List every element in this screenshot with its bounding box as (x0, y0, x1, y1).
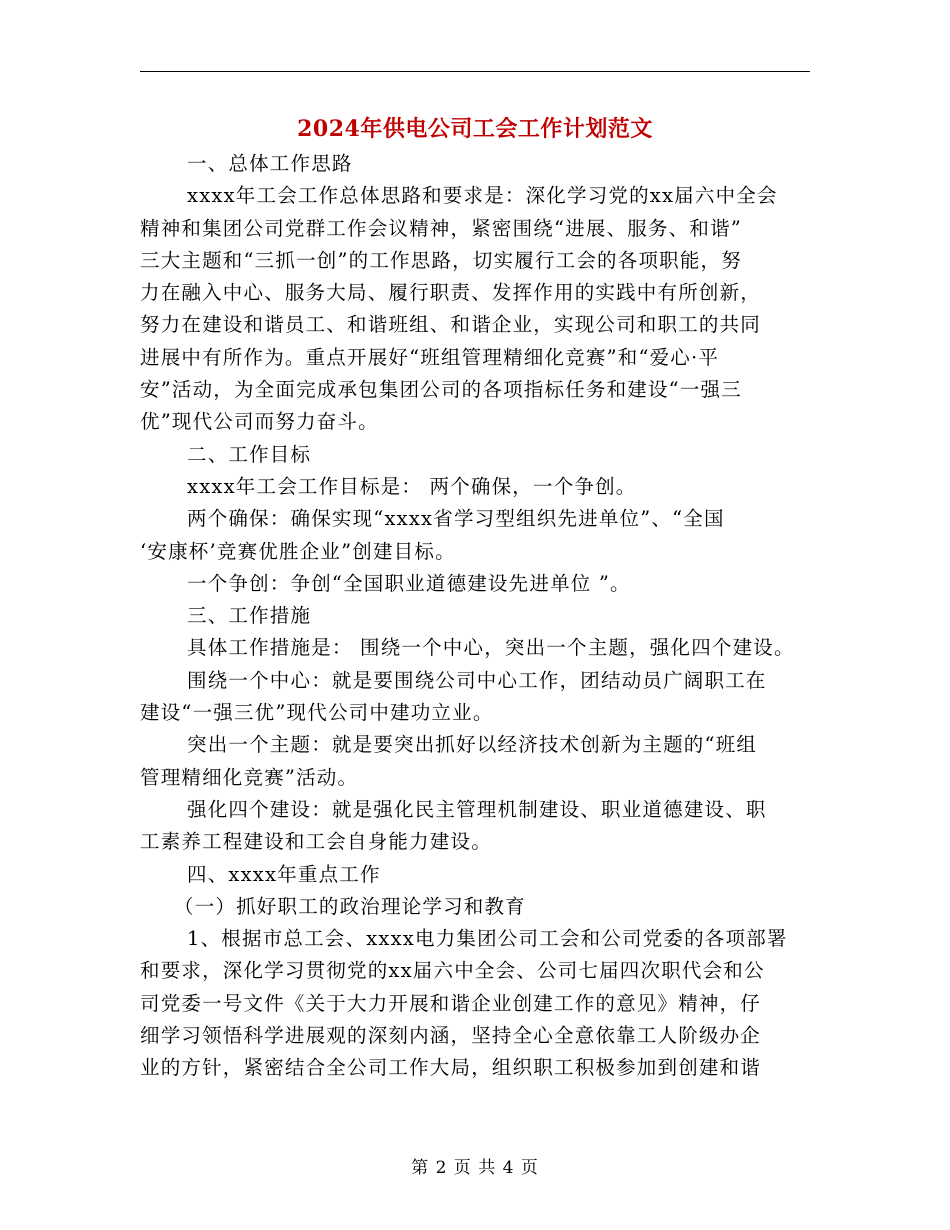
paragraph-line: 管理精细化竞赛”活动。 (140, 765, 359, 789)
paragraph-line: 努力在建设和谐员工、和谐班组、和谐企业，实现公司和职工的共同 (140, 313, 762, 337)
paragraph-line: 精神和集团公司党群工作会议精神，紧密围绕“进展、服务、和谐” (140, 216, 742, 240)
paragraph-line: xxxx年工会工作目标是： 两个确保，一个争创。 (187, 474, 637, 498)
paragraph-line: 突出一个主题：就是要突出抓好以经济技术创新为主题的“班组 (187, 733, 758, 757)
paragraph-line: 一个争创：争创“全国职业道德建设先进单位 ”。 (187, 571, 631, 595)
document-title: 2024年供电公司工会工作计划范文 (297, 116, 653, 142)
paragraph-line: 具体工作措施是： 围绕一个中心，突出一个主题，强化四个建设。 (187, 636, 795, 660)
paragraph-line: 建设“一强三优”现代公司中建功立业。 (140, 701, 494, 725)
paragraph-line: 业的方针，紧密结合全公司工作大局，组织职工积极参加到创建和谐 (140, 1056, 762, 1080)
paragraph-line: 强化四个建设：就是强化民主管理机制建设、职业道德建设、职 (187, 797, 767, 821)
paragraph-line: 司党委一号文件《关于大力开展和谐企业创建工作的意见》精神，仔 (140, 991, 762, 1015)
paragraph-line: 力在融入中心、服务大局、履行职责、发挥作用的实践中有所创新， (140, 281, 762, 305)
paragraph-line: xxxx年工会工作总体思路和要求是：深化学习党的xx届六中全会 (187, 184, 778, 208)
header-rule (140, 71, 810, 72)
section-heading-3: 三、工作措施 (187, 604, 312, 628)
section-heading-1: 一、总体工作思路 (187, 152, 353, 175)
document-body (140, 148, 824, 1085)
paragraph-line: 优”现代公司而努力奋斗。 (140, 410, 379, 434)
paragraph-line: 进展中有所作为。重点开展好“班组管理精细化竞赛”和“爱心·平 (140, 345, 720, 369)
page-number: 第 2 页 共 4 页 (411, 1158, 539, 1178)
paragraph-line: 1、根据市总工会、xxxx电力集团公司工会和公司党委的各项部署 (187, 927, 788, 951)
section-heading-4: 四、xxxx年重点工作 (187, 862, 381, 886)
section-heading-2: 二、工作目标 (187, 442, 312, 466)
paragraph-line: 安”活动，为全面完成承包集团公司的各项指标任务和建设“一强三 (140, 378, 742, 402)
paragraph-line: 三大主题和“三抓一创”的工作思路，切实履行工会的各项职能，努 (140, 248, 742, 272)
subsection-heading: （一）抓好职工的政治理论学习和教育 (174, 894, 526, 918)
paragraph-line: ‘安康杯’竞赛优胜企业”创建目标。 (140, 539, 456, 563)
paragraph-line: 围绕一个中心：就是要围绕公司中心工作，团结动员广阔职工在 (187, 668, 767, 692)
paragraph-line: 和要求，深化学习贯彻党的xx届六中全会、公司七届四次职代会和公 (140, 959, 765, 983)
paragraph-line: 工素养工程建设和工会自身能力建设。 (140, 830, 492, 854)
paragraph-line: 两个确保：确保实现“xxxx省学习型组织先进单位”、“全国 (187, 507, 725, 531)
paragraph-line: 细学习领悟科学进展观的深刻内涵，坚持全心全意依靠工人阶级办企 (140, 1024, 762, 1048)
